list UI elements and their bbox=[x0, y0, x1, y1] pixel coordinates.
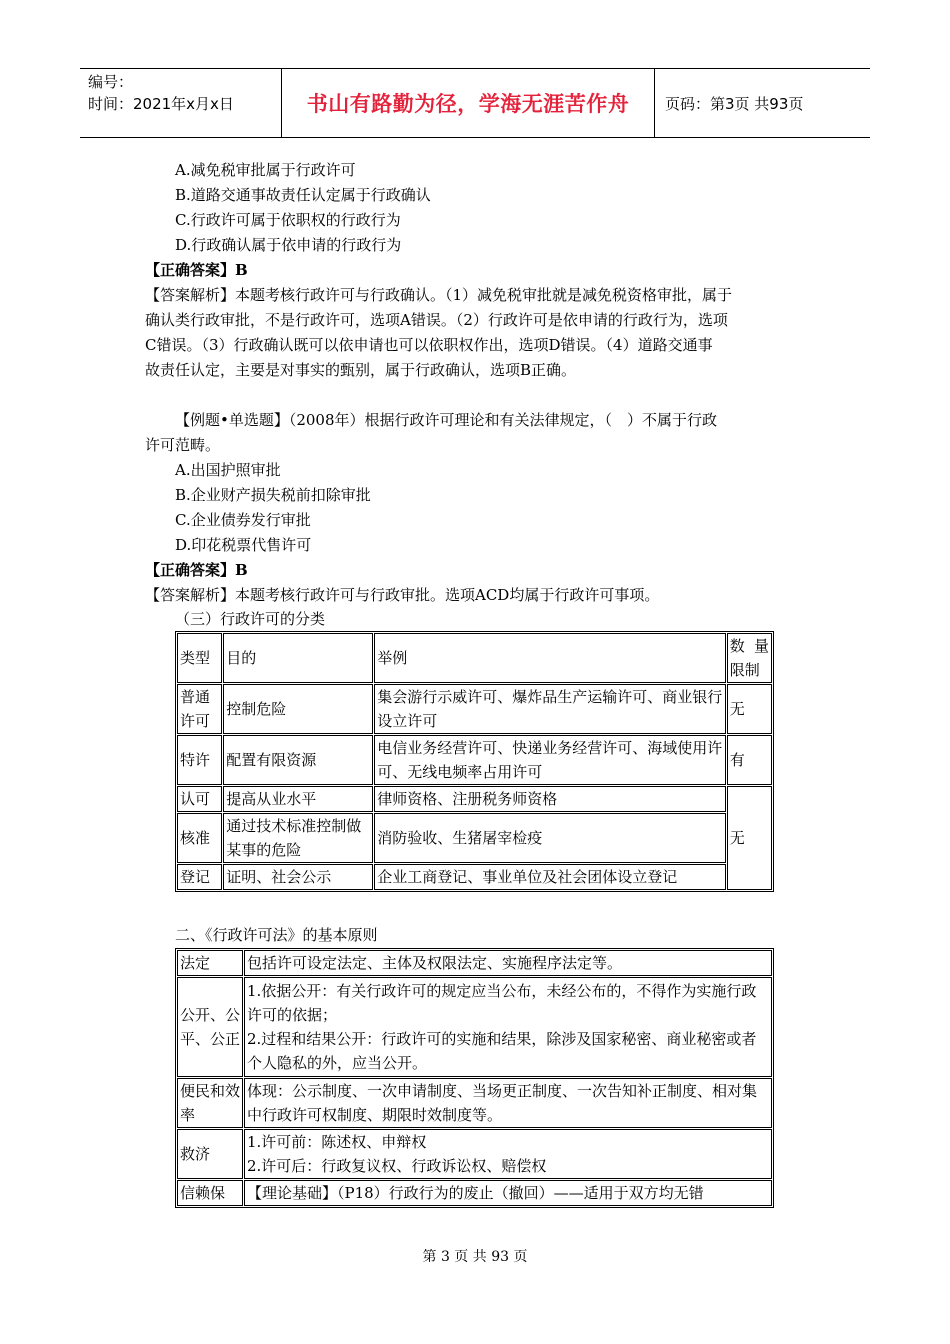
table-row bbox=[177, 1180, 772, 1206]
principles-title: 二、《行政许可法》的基本原则 bbox=[175, 926, 378, 944]
header-limit: 数量限制 bbox=[727, 633, 772, 683]
header-page-info: 页码：第3页 共93页 bbox=[665, 94, 804, 113]
row-limit-merged: 无 bbox=[727, 786, 772, 890]
q2-option-b: B.企业财产损失税前扣除审批 bbox=[175, 486, 371, 504]
table-row bbox=[177, 684, 772, 734]
page-footer: 第 3 页 共 93 页 bbox=[422, 1249, 528, 1265]
classification-title: （三）行政许可的分类 bbox=[175, 610, 326, 628]
header-motto: 书山有路勤为径，学海无涯苦作舟 bbox=[282, 69, 655, 137]
row-type: 核准 bbox=[177, 813, 222, 863]
q1-analysis-line: 【答案解析】本题考核行政许可与行政确认。（1）减免税审批就是减免税资格审批，属于 bbox=[145, 286, 733, 304]
row-limit: 无 bbox=[727, 684, 772, 734]
q2-stem-line: 【例题•单选题】（2008年）根据行政许可理论和有关法律规定，（ ）不属于行政 bbox=[175, 411, 718, 429]
q1-analysis-line: C错误。（3）行政确认既可以依申请也可以依职权作出，选项D错误。（4）道路交通事 bbox=[145, 336, 713, 354]
table-row bbox=[177, 735, 772, 785]
q1-answer: 【正确答案】B bbox=[145, 261, 248, 279]
q2-option-c: C.企业债券发行审批 bbox=[175, 511, 311, 529]
header-purpose: 目的 bbox=[223, 633, 373, 683]
principle-name: 救济 bbox=[177, 1129, 243, 1179]
row-type: 认可 bbox=[177, 786, 222, 812]
table-row bbox=[177, 813, 772, 863]
table-row bbox=[177, 950, 772, 976]
table-header-row bbox=[177, 633, 772, 683]
principle-content: 【理论基础】（P18）行政行为的废止（撤回）——适用于双方均无错 bbox=[244, 1180, 772, 1206]
q1-option-d: D.行政确认属于依申请的行政行为 bbox=[175, 236, 402, 254]
q2-option-d: D.印花税票代售许可 bbox=[175, 536, 312, 554]
q2-stem-line: 许可范畴。 bbox=[145, 436, 221, 454]
row-purpose: 通过技术标准控制做某事的危险 bbox=[223, 813, 373, 863]
principle-content-part: 2.过程和结果公开：行政许可的实施和结果，除涉及国家秘密、商业秘密或者个人隐私的外，应当公开。 bbox=[247, 1030, 757, 1072]
row-type: 普通许可 bbox=[177, 684, 222, 734]
classification-table bbox=[175, 631, 774, 892]
principle-content-part: 1.许可前：陈述权、申辩权 bbox=[247, 1133, 427, 1151]
row-example: 集会游行示威许可、爆炸品生产运输许可、商业银行设立许可 bbox=[374, 684, 726, 734]
q1-option-b: B.道路交通事故责任认定属于行政确认 bbox=[175, 186, 431, 204]
header-example: 举例 bbox=[374, 633, 726, 683]
row-limit: 有 bbox=[727, 735, 772, 785]
principle-name: 信赖保 bbox=[177, 1180, 243, 1206]
principle-name: 法定 bbox=[177, 950, 243, 976]
row-example: 电信业务经营许可、快递业务经营许可、海域使用许可、无线电频率占用许可 bbox=[374, 735, 726, 785]
principle-name: 公开、公平、公正 bbox=[177, 977, 243, 1077]
principle-content-part: 2.许可后：行政复议权、行政诉讼权、赔偿权 bbox=[247, 1157, 547, 1175]
principle-content bbox=[244, 1129, 772, 1179]
q1-analysis-line: 故责任认定，主要是对事实的甄别，属于行政确认，选项B正确。 bbox=[145, 361, 577, 379]
table-row bbox=[177, 864, 772, 890]
header-type: 类型 bbox=[177, 633, 222, 683]
header-meta bbox=[80, 69, 282, 137]
row-purpose: 提高从业水平 bbox=[223, 786, 373, 812]
row-example: 企业工商登记、事业单位及社会团体设立登记 bbox=[374, 864, 726, 890]
row-type: 特许 bbox=[177, 735, 222, 785]
time-label: 时间：2021年x月x日 bbox=[88, 95, 234, 113]
row-example: 律师资格、注册税务师资格 bbox=[374, 786, 726, 812]
row-purpose: 配置有限资源 bbox=[223, 735, 373, 785]
table-row bbox=[177, 977, 772, 1077]
table-row bbox=[177, 786, 772, 812]
principles-table bbox=[175, 948, 774, 1208]
row-purpose: 控制危险 bbox=[223, 684, 373, 734]
q1-option-c: C.行政许可属于依职权的行政行为 bbox=[175, 211, 401, 229]
table-row bbox=[177, 1078, 772, 1128]
q2-analysis: 【答案解析】本题考核行政许可与行政审批。选项ACD均属于行政许可事项。 bbox=[145, 586, 660, 604]
q1-option-a: A.减免税审批属于行政许可 bbox=[175, 161, 356, 179]
row-example: 消防验收、生猪屠宰检疫 bbox=[374, 813, 726, 863]
principle-name: 便民和效率 bbox=[177, 1078, 243, 1128]
row-type: 登记 bbox=[177, 864, 222, 890]
principle-content: 体现：公示制度、一次申请制度、当场更正制度、一次告知补正制度、相对集中行政许可权制度、期限时效制度等。 bbox=[244, 1078, 772, 1128]
q2-answer: 【正确答案】B bbox=[145, 561, 248, 579]
row-purpose: 证明、社会公示 bbox=[223, 864, 373, 890]
q1-analysis-line: 确认类行政审批，不是行政许可，选项A错误。（2）行政许可是依申请的行政行为，选项 bbox=[145, 311, 728, 329]
principle-content bbox=[244, 977, 772, 1077]
principle-content-part: 1.依据公开：有关行政许可的规定应当公布，未经公布的，不得作为实施行政许可的依据； bbox=[247, 982, 757, 1024]
page-header bbox=[80, 68, 870, 138]
table-row bbox=[177, 1129, 772, 1179]
principle-content: 包括许可设定法定、主体及权限法定、实施程序法定等。 bbox=[244, 950, 772, 976]
q2-option-a: A.出国护照审批 bbox=[175, 461, 281, 479]
number-label: 编号： bbox=[88, 73, 134, 91]
